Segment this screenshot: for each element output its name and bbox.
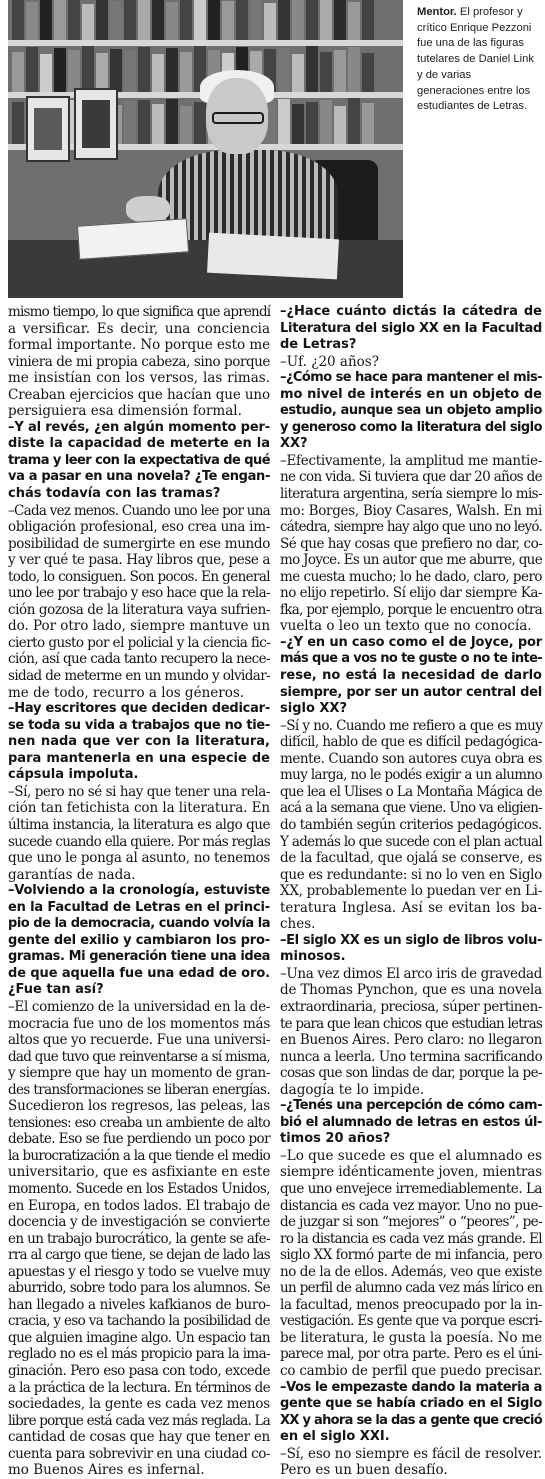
question-line: trama y leer con la expectativa de qué bbox=[8, 452, 270, 468]
answer-line: parece mal, por otra parte. Pero es el úni- bbox=[280, 1346, 542, 1363]
answer-line: –Efectivamente, la amplitud me mantie- bbox=[280, 452, 542, 469]
answer-line: do también según criterios pedagógicos. bbox=[280, 816, 542, 833]
person-hand bbox=[126, 196, 170, 222]
question-line: siglo XX? bbox=[280, 701, 347, 717]
answer-line: la facultad, menos preocupado por la in- bbox=[280, 1296, 542, 1313]
answer-line: –Una vez dimos El arco iris de gravedad bbox=[280, 965, 542, 982]
answer-line: garantías de nada. bbox=[8, 866, 136, 883]
answer-line: en Buenos Aires. Pero claro: no llegaron bbox=[280, 1032, 542, 1049]
question-line: Literatura del siglo XX en la Facultad bbox=[280, 320, 542, 336]
question-line: se toda su vida a trabajos que no tie- bbox=[8, 717, 270, 733]
answer-line: te para que lean chicos que estudian letras bbox=[280, 1015, 542, 1032]
answer-line: no de la de ellos. Además, veo que existe bbox=[280, 1263, 543, 1280]
answer-line: ne con vida. Si tuviera que dar 20 años de bbox=[280, 469, 542, 486]
left-text-column bbox=[8, 304, 270, 1479]
desk-papers bbox=[207, 233, 339, 280]
question-line: y generoso como la literatura del siglo bbox=[280, 419, 542, 435]
answer-line: no elijo repetirlo. Sí elijo dar siempre Ka- bbox=[280, 585, 543, 602]
question-line: mo nivel de interés en un objeto de bbox=[280, 386, 542, 402]
answer-line: uno lee por trabajo y eso hace que la rela- bbox=[8, 585, 270, 602]
answer-line: me de todo, recurro a los géneros. bbox=[8, 684, 245, 701]
question-line: para mantenerla en una especie de bbox=[8, 750, 270, 766]
answer-line: apuestas y el riesgo y todo se vuelve muy bbox=[8, 1263, 270, 1280]
question-line: pio de la democracia, cuando volvía la bbox=[8, 916, 270, 932]
answer-line: formal importante. No porque esto me bbox=[8, 337, 271, 354]
answer-line: siempre idénticamente joven, mientras bbox=[280, 1164, 542, 1181]
answer-line: Sucedieron los regresos, las peleas, las bbox=[8, 1098, 270, 1115]
answer-line: des transformaciones se liberan energías. bbox=[8, 1081, 271, 1098]
answer-line: –Lo que sucede es que el alumnado es bbox=[280, 1147, 542, 1164]
answer-line: altos que yo recuerde. Fue una universi- bbox=[8, 1032, 271, 1049]
question-line: gente del exilio y cambiaron los pro- bbox=[8, 932, 271, 948]
answer-line: que uno envejece irremediablemente. La bbox=[280, 1180, 542, 1197]
answer-line: y ver qué te pasa. Hay libros que, pese a bbox=[8, 552, 270, 569]
answer-line: mocracia fue uno de los momentos más bbox=[8, 1015, 271, 1032]
question-line: estudio, aunque sea un objeto amplio bbox=[280, 403, 543, 419]
answer-line: –Cada vez menos. Cuando uno lee por una bbox=[8, 502, 270, 519]
answer-line: –Sí, eso no siempre es fácil de resolver. bbox=[280, 1445, 542, 1462]
question-line: –¿Hace cuánto dictás la cátedra de bbox=[280, 304, 542, 319]
answer-line: libre porque está cada vez más reglada. La bbox=[8, 1412, 270, 1429]
caption-lead: Mentor. bbox=[417, 6, 457, 18]
question-line: cápsula impoluta. bbox=[8, 767, 139, 783]
answer-line: Y además lo que sucede con el plan actual bbox=[280, 833, 543, 850]
answer-line: –Sí y no. Cuando me refiero a que es muy bbox=[280, 717, 543, 734]
answer-line: tensiones: eso creaba un ambiente de alto bbox=[8, 1114, 271, 1131]
answer-line: –Uf. ¿20 años? bbox=[280, 353, 379, 370]
question-line: –¿Tenés una percepción de cómo cam- bbox=[280, 1098, 543, 1114]
answer-line: que uno le ponga al asunto, no tenemos bbox=[8, 850, 270, 867]
answer-line: que es redundante: si no lo ven en Siglo bbox=[280, 866, 542, 883]
answer-line: universitario, que es asfixiante en este bbox=[8, 1164, 271, 1181]
question-line: en el siglo XXI. bbox=[280, 1429, 390, 1445]
question-line: timos 20 años? bbox=[280, 1131, 391, 1147]
glasses bbox=[212, 112, 264, 124]
answer-line: cracia, y eso va tachando la posibilidad de bbox=[8, 1313, 270, 1330]
answer-line: la burocratización a la que tiende el medio bbox=[8, 1147, 270, 1164]
answer-line: dad que tuvo que reinventarse a sí misma, bbox=[8, 1048, 271, 1065]
answer-line: momento. Sucede en los Estados Unidos, bbox=[8, 1180, 271, 1197]
answer-line: cantidad de cosas que hay que tener en bbox=[8, 1429, 270, 1446]
book-cover-poster bbox=[74, 88, 118, 160]
answer-line: ro la distancia es cada vez más grande. El bbox=[280, 1230, 543, 1247]
question-line: minosos. bbox=[280, 949, 346, 965]
answer-line: Sé que hay cosas que prefiero no dar, co- bbox=[280, 535, 543, 552]
question-line: –Hay escritores que deciden dedicar- bbox=[8, 701, 270, 717]
answer-line: a la práctica de la lectura. En términos de bbox=[8, 1379, 271, 1396]
answer-line: fka, por ejemplo, porque le encuentro otra bbox=[280, 601, 543, 618]
answer-line: en Europa, en todos lados. El trabajo de bbox=[8, 1197, 271, 1214]
question-line: bió el alumnado de letras en estos úl- bbox=[280, 1114, 543, 1130]
caption-text: El profesor y crítico Enrique Pezzoni fue una de las figuras tutelares de Daniel Link y de varias generaciones entre los estudiantes de Letras. bbox=[417, 6, 534, 113]
answer-line: mismo tiempo, lo que significa que aprendí bbox=[8, 304, 271, 320]
answer-line: aburrido, sobre todo para los alumnos. Se bbox=[8, 1280, 271, 1297]
answer-line: rra al cargo que tiene, se dejan de lado las bbox=[8, 1247, 270, 1264]
question-line: nen nada que ver con la literatura, bbox=[8, 734, 270, 750]
answer-line: –El comienzo de la universidad en la de- bbox=[8, 998, 271, 1015]
answer-line: teratura Inglesa. Así se evitan los ba- bbox=[280, 899, 542, 916]
answer-line: docencia y de investigación se convierte bbox=[8, 1214, 271, 1231]
answer-line: literatura argentina, sería siempre lo mis- bbox=[280, 486, 542, 503]
question-line: de que aquella fue una edad de oro. bbox=[8, 965, 270, 981]
answer-line: reglado no es el más propicio para la ima- bbox=[8, 1346, 270, 1363]
answer-line: que lea el Ulises o La Montaña Mágica de bbox=[280, 783, 542, 800]
question-line: va a pasar en una novela? ¿Te engan- bbox=[8, 469, 270, 485]
answer-line: mo: Borges, Bioy Casares, Walsh. En mi bbox=[280, 502, 542, 519]
question-line: –¿Y en un caso como el de Joyce, por bbox=[280, 634, 542, 650]
answer-line: a versificar. Es decir, una conciencia bbox=[8, 320, 270, 337]
answer-line: persiguiera esa dimensión formal. bbox=[8, 403, 242, 420]
question-line: –Vos le empezaste dando la materia a bbox=[280, 1379, 542, 1395]
answer-line: de la facultad, que ojalá se conserve, es bbox=[280, 850, 542, 867]
right-text-column bbox=[280, 304, 542, 1479]
question-line: gente que se había criado en el Siglo bbox=[280, 1396, 542, 1412]
answer-line: nunca a leerla. Uno termina sacrificando bbox=[280, 1048, 543, 1065]
question-line: rese, no está la necesidad de darlo bbox=[280, 668, 542, 684]
answer-line: de juzgar si son “mejores” o “peores”, pe- bbox=[280, 1214, 543, 1231]
answer-line: muy larga, no le podés exigir a un alumno bbox=[280, 767, 543, 784]
answer-line: cosas que son lindas de dar, porque la pe- bbox=[280, 1065, 542, 1082]
answer-line: de Thomas Pynchon, que es una novela bbox=[280, 982, 543, 999]
answer-line: ción gozosa de la literatura vaya sufrien- bbox=[8, 601, 270, 618]
question-line: diste la capacidad de meterte en la bbox=[8, 436, 270, 452]
answer-line: distancia es cada vez mayor. Uno no pue- bbox=[280, 1197, 542, 1214]
answer-line: última instancia, la literatura es algo que bbox=[8, 816, 271, 833]
answer-line: be literatura, le gusta la poesía. No me bbox=[280, 1329, 542, 1346]
answer-line: acá a la semana que viene. Uno va eligien- bbox=[280, 800, 542, 817]
answer-line: –Sí, pero no sé si hay que tener una rela- bbox=[8, 783, 271, 800]
question-line: –¿Cómo se hace para mantener el mis- bbox=[280, 370, 542, 386]
question-line: de Letras? bbox=[280, 337, 357, 353]
question-line: XX? bbox=[280, 436, 308, 452]
answer-line: sidad de meterme en un mundo y olvidar- bbox=[8, 668, 271, 685]
answer-line: todo, lo consiguen. Son pocos. En general bbox=[8, 568, 271, 585]
answer-line: co cambio de perfil que puedo precisar. bbox=[280, 1363, 543, 1379]
answer-line: que alguien imagine algo. Un espacio tan bbox=[8, 1329, 270, 1346]
bookshelf-row bbox=[8, 0, 403, 40]
answer-line: un perfil de alumno cada vez más lírico en bbox=[280, 1280, 543, 1297]
answer-line: ches. bbox=[280, 916, 316, 933]
answer-line: en un trabajo burocrático, la gente se afe- bbox=[8, 1230, 271, 1247]
answer-line: debate. Eso se fue perdiendo un poco por bbox=[8, 1131, 270, 1148]
answer-line: mente. Cuando son autores cuya obra es bbox=[280, 750, 542, 767]
answer-line: posibilidad de sumergirte en ese mundo bbox=[8, 535, 270, 552]
answer-line: ginación. Pero eso pasa con todo, excede bbox=[8, 1363, 270, 1379]
answer-line: obligación profesional, eso crea una im- bbox=[8, 519, 271, 536]
answer-line: y siempre que hay un momento de gran- bbox=[8, 1065, 270, 1082]
answer-line: difícil, hablo de que es difícil pedagógica- bbox=[280, 734, 542, 751]
answer-line: XX, probablemente lo puedan ver en Li- bbox=[280, 883, 542, 900]
answer-line: me cuesta mucho; lo he dado, claro, pero bbox=[280, 568, 542, 585]
answer-line: vuelta o leo un texto que no conocía. bbox=[280, 618, 532, 635]
question-line: –Y al revés, ¿en algún momento per- bbox=[8, 419, 270, 435]
answer-line: siglo XX formó parte de mi infancia, pero bbox=[280, 1247, 543, 1264]
answer-line: mo Buenos Aires es infernal. bbox=[8, 1462, 205, 1479]
question-line: chás todavía con las tramas? bbox=[8, 486, 221, 502]
answer-line: ción tan fetichista con la literatura. En bbox=[8, 800, 271, 817]
answer-line: ción, así que cada tanto recupero la nece- bbox=[8, 651, 271, 668]
answer-line: do. Por otro lado, siempre mantuve un bbox=[8, 618, 271, 635]
answer-line: cierto gusto por el policial y la ciencia fic- bbox=[8, 634, 271, 651]
answer-line: extraordinaria, preciosa, súper pertinen- bbox=[280, 998, 543, 1015]
photo-caption bbox=[417, 5, 541, 115]
answer-line: sucede cuando ella quiere. Por más reglas bbox=[8, 833, 270, 850]
answer-line: viniera de mi propia cabeza, sino porque bbox=[8, 353, 270, 370]
question-line: ¿Fue tan así? bbox=[8, 982, 104, 998]
article-photo bbox=[8, 0, 403, 298]
answer-line: cátedra, siempre hay algo que uno no leyó. bbox=[280, 519, 543, 536]
answer-line: sociedades, la gente es cada vez menos bbox=[8, 1396, 270, 1413]
answer-line: me insistían con los versos, las rimas. bbox=[8, 370, 270, 387]
question-line: gramas. Mi generación tiene una idea bbox=[8, 949, 270, 965]
answer-line: mo Joyce. Es un autor que me aburre, que bbox=[280, 552, 543, 569]
question-line: siempre, por ser un autor central del bbox=[280, 684, 543, 700]
answer-line: vestigación. Es gente que va porque escri- bbox=[280, 1313, 542, 1330]
answer-line: cuenta para sobrevivir en una ciudad co- bbox=[8, 1445, 270, 1462]
book-cover-poster bbox=[26, 96, 70, 162]
question-line: –El siglo XX es un siglo de libros volu- bbox=[280, 932, 543, 948]
answer-line: Creaban ejercicios que hacían que uno bbox=[8, 386, 270, 403]
answer-line: han llegado a niveles kafkianos de buro- bbox=[8, 1296, 270, 1313]
answer-line: dagogía te lo impide. bbox=[280, 1081, 425, 1098]
question-line: en la Facultad de Letras en el princi- bbox=[8, 899, 271, 915]
answer-line: Pero es un buen desafío. bbox=[280, 1462, 448, 1479]
question-line: más que a vos no te guste o no te inte- bbox=[280, 651, 542, 667]
desk bbox=[8, 240, 403, 298]
question-line: XX y ahora se la das a gente que creció bbox=[280, 1412, 542, 1428]
question-line: –Volviendo a la cronología, estuviste bbox=[8, 883, 270, 899]
